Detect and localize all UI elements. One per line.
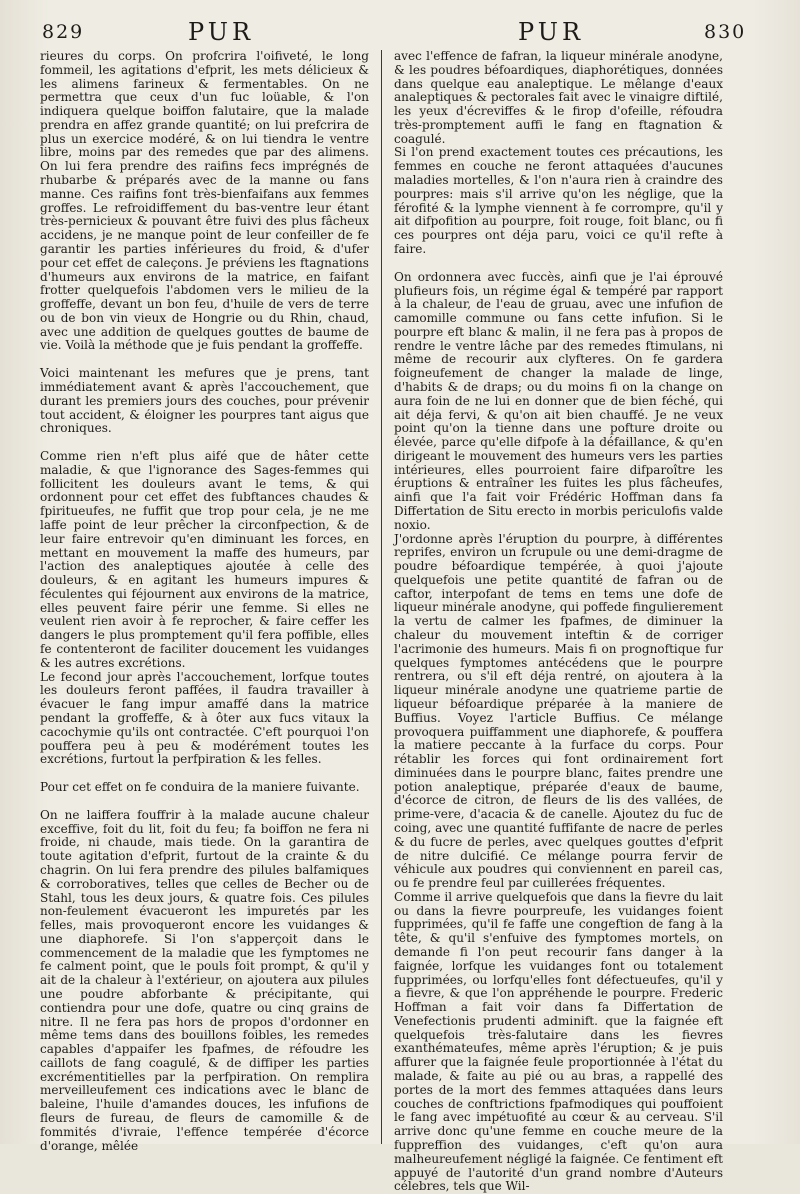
paragraph: Voici maintenant les mefures que je prens, tant immédiatement avant & après l'accouchement, que durant les premiers jours des couches, pour prévenir tout accident, & éloigner les pourpres tant aigus que chroniques. bbox=[40, 366, 369, 436]
page-number-left: 829 bbox=[42, 21, 85, 43]
paragraph: Pour cet effet on fe conduira de la maniere fuivante. bbox=[40, 780, 360, 795]
paragraph: On ordonnera avec fuccès, ainfi que je l'ai éprouvé plufieurs fois, un régime égal & tempéré par rapport à la chaleur, de l'eau de gruau, avec une infufion de camomille commune ou fans cette infufion. Si le pourpre eft blanc & malin, il ne fera pas à propos de rendre le ventre lâche par des remedes ftimulans, ni même de recourir aux clyfteres. On fe gardera foigneufement de changer la malade de linge, d'habits & de draps; ou du moins fi on la change on aura foin de ne lui en donner que de bien féché, qui ait déja fervi, & qu'on ait bien chauffé. Je ne veux point qu'on la tienne dans une pofture droite ou élevée, parce qu'elle difpofe à la défaillance, & qu'en dirigeant le mouvement des humeurs vers les parties intérieures, elles pourroient faire difparoître les éruptions & entraîner les fuites les plus fâcheufes, ainfi que l'a fait voir Frédéric Hoffman dans fa Differtation de Situ erecto in morbis periculofis valde noxio. bbox=[394, 269, 723, 532]
paragraph: Comme rien n'eft plus aifé que de hâter cette maladie, & que l'ignorance des Sages-femmes qui follicitent les douleurs avant le tems, & qui ordonnent pour cet effet des fubftances chaudes & fpiritueufes, ne fuffit que trop pour cela, je ne me laffe point de leur prêcher la circonfpection, & de leur faire entrevoir qu'en diminuant les forces, en mettant en mouvement la maffe des humeurs, par l'action des analeptiques ajoutée à celle des douleurs, & en agitant les humeurs impures & féculentes qui féjournent aux environs de la matrice, elles peuvent faire périr une femme. Si elles ne veulent rien avoir à fe reprocher, & faire ceffer les dangers le plus promptement qu'il fera poffible, elles fe contenteront de faciliter doucement les vuidanges & les autres excrétions. bbox=[40, 449, 369, 670]
running-title-left: PUR bbox=[188, 18, 255, 46]
right-column bbox=[388, 49, 723, 1194]
page-header bbox=[40, 14, 778, 50]
running-title-right: PUR bbox=[518, 18, 585, 46]
paragraph: avec l'effence de fafran, la liqueur minérale anodyne, & les poudres béfoardiques, diaphorétiques, données dans quelque eau analeptique. Le mêlange d'eaux analeptiques & pectorales fait avec le vinaigre diftilé, les yeux d'écreviffes & le firop d'ofeille, réfoudra très-promptement auffi le fang en ftagnation & coagulé. bbox=[394, 49, 723, 146]
paragraph: Comme il arrive quelquefois que dans la fievre du lait ou dans la fievre pourpreufe, les vuidanges foient fupprimées, qu'il fe faffe une congeftion de fang à la tête, & qu'il s'enfuive des fymptomes mortels, on demande fi l'on peut recourir fans danger à la faignée, lorfque les vuidanges font ou totalement fupprimées, ou lorfqu'elles font défectueufes, qu'il y a fievre, & que l'on appréhende le pourpre. Frederic Hoffman a fait voir dans fa Differtation de Venefectionis prudenti adminift. que la faignée eft quelquefois très-falutaire dans les fievres exanthémateufes, même après l'éruption; & je puis affurer que la faignée feule proportionnée à l'état du malade, & faite au pié ou au bras, a rappellé des portes de la mort des femmes attaquées dans leurs couches de conftrictions fpafmodiques qui pouffoient le fang avec impétuofité au cœur & au cerveau. S'il arrive donc qu'une femme en couche meure de la fuppreffion des vuidanges, c'eft qu'on aura malheureufement négligé la faignée. Ce fentiment eft appuyé de l'autorité d'un grand nombre d'Auteurs célebres, tels que Wil- bbox=[394, 889, 723, 1194]
column-divider bbox=[381, 50, 382, 1144]
text-columns bbox=[40, 49, 778, 1194]
paragraph: rieures du corps. On profcrira l'oifiveté, le long fommeil, les agitations d'efprit, les mets délicieux & les alimens farineux & fermentables. On ne permettra que ceux d'un fuc loüable, & l'on indiquera quelque boiffon falutaire, que la malade prendra en affez grande quantité; on lui prefcrira de plus un exercice modéré, & on lui tiendra le ventre libre, moins par des remedes que par des alimens. On lui fera prendre des raifins fecs imprégnés de rhubarbe & préparés avec de la manne ou fans manne. Ces raifins font très-bienfaifans aux femmes groffes. Le refroidiffement du bas-ventre leur étant très-pernicieux & pouvant être fuivi des plus fâcheux accidens, je ne manque point de leur confeiller de fe garantir les parties inférieures du froid, & d'ufer pour cet effet de caleçons. Je préviens les ftagnations d'humeurs aux environs de la matrice, en faifant frotter quelquefois l'abdomen vers le milieu de la groffeffe, devant un bon feu, d'huile de vers de terre ou de bon vin vieux de Hongrie ou du Rhin, chaud, avec une addition de quelques gouttes de baume de vie. Voilà la méthode que je fuis pendant la groffeffe. bbox=[40, 49, 369, 353]
page-number-right: 830 bbox=[704, 21, 747, 43]
paragraph: Si l'on prend exactement toutes ces précautions, les femmes en couche ne feront attaquées d'aucunes maladies mortelles, & l'on n'aura rien à craindre des pourpres: mais s'il arrive qu'on les néglige, que la férofité & la lymphe viennent à fe corrompre, qu'il y ait difpofition au pourpre, foit rouge, foit blanc, ou fi ces pourpres ont déja paru, voici ce qu'il refte à faire. bbox=[394, 145, 723, 256]
left-column bbox=[40, 49, 379, 1153]
paragraph: On ne laiffera fouffrir à la malade aucune chaleur exceffive, foit du lit, foit du feu; fa boiffon ne fera ni froide, ni chaude, mais tiede. On la garantira de toute agitation d'efprit, furtout de la crainte & du chagrin. On lui fera prendre des pilules balfamiques & corroboratives, telles que celles de Becher ou de Stahl, tous les deux jours, & quatre fois. Ces pilules non-feulement évacueront les impuretés par les felles, mais provoqueront encore les vuidanges & une diaphorefe. Si l'on s'apperçoit dans le commencement de la maladie que les fymptomes ne fe calment point, que le pouls foit prompt, & qu'il y ait de la chaleur à l'extérieur, on ajoutera aux pilules une poudre abforbante & précipitante, qui contiendra pour une dofe, quatre ou cinq grains de nitre. Il ne fera pas hors de propos d'ordonner en même tems dans des bouillons foibles, les remedes capables d'appaifer les fpafmes, de réfoudre les caillots de fang coagulé, & de diffiper les parties excrémentitielles par la perfpiration. On remplira merveilleufement ces indications avec le blanc de baleine, l'huile d'amandes douces, les infufions de fleurs de fureau, de fleurs de camomille & de fommités d'ivraie, l'effence tempérée d'écorce d'orange, mêlée bbox=[40, 807, 369, 1153]
paragraph: J'ordonne après l'éruption du pourpre, à différentes reprifes, environ un fcrupule ou une demi-dragme de poudre béfoardique tempérée, à quoi j'ajoute quelquefois une petite quantité de fafran ou de caftor, interpofant de tems en tems une dofe de liqueur minérale anodyne, qui poffede fingulierement la vertu de calmer les fpafmes, de diminuer la chaleur du mouvement inteftin & de corriger l'acrimonie des humeurs. Mais fi on prognoftique fur quelques fymptomes antécédens que le pourpre rentrera, ou s'il eft déja rentré, on ajoutera à la liqueur minérale anodyne une quatrieme partie de liqueur béfoardique préparée à la maniere de Buffius. Voyez l'article Buffius. Ce mélange provoquera puiffamment une diaphorefe, & pouffera la matiere peccante à la furface du corps. Pour rétablir les forces qui font ordinairement fort diminuées dans le pourpre blanc, faites prendre une potion analeptique, préparée d'eaux de baume, d'écorce de citron, de fleurs de lis des vallées, de prime-vere, d'acacia & de canelle. Ajoutez du fuc de coing, avec une quantité fuffifante de nacre de perles & du fucre de perles, avec quelques gouttes d'efprit de nitre dulcifié. Ce mélange pourra fervir de véhicule aux poudres qui conviennent en pareil cas, ou fe prendre feul par cuillerées fréquentes. bbox=[394, 531, 723, 891]
paragraph: Le fecond jour après l'accouchement, lorfque toutes les douleurs feront paffées, il faudra travailler à évacuer le fang impur amaffé dans la matrice pendant la groffeffe, & à ôter aux fucs vitaux la cacochymie qu'ils ont contractée. C'eft pourquoi l'on pouffera peu à peu & modérément toutes les excrétions, furtout la perfpiration & les felles. bbox=[40, 669, 369, 767]
